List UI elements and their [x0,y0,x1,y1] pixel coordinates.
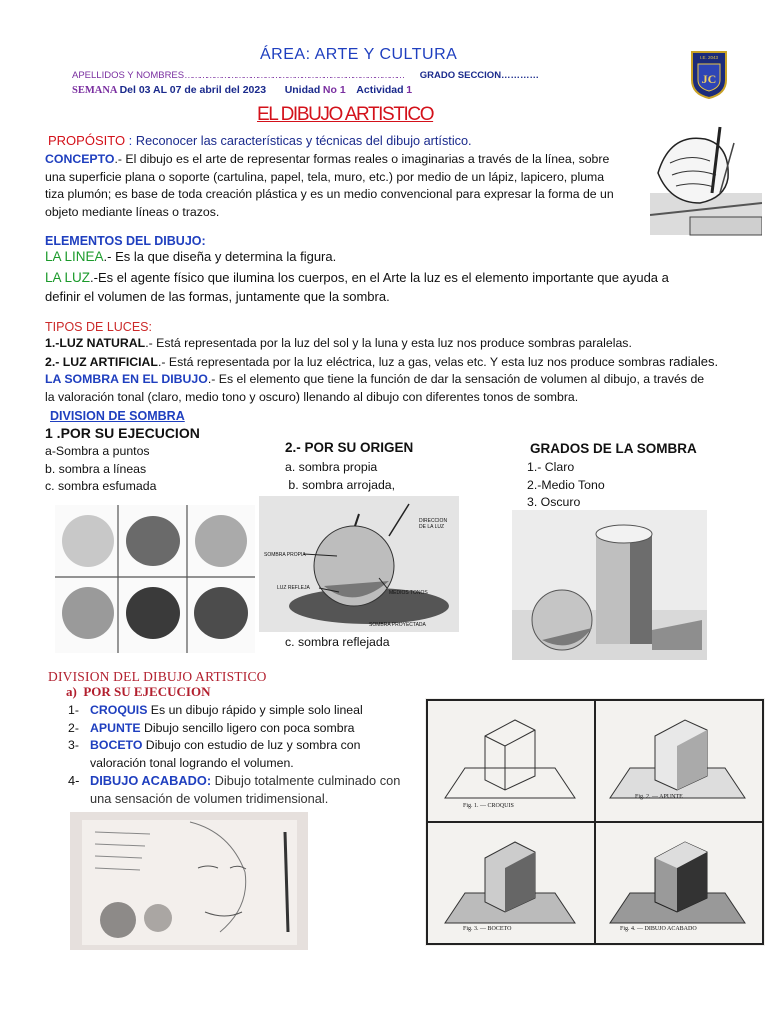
shading-techniques-image [55,505,255,653]
luz-line-2: definir el volumen de las formas, juntamente que la sombra. [45,289,390,304]
dibujo-item-num-3: 3- [68,738,79,753]
elementos-heading: ELEMENTOS DEL DIBUJO: [45,234,206,248]
croquis-text: Es un dibujo rápido y simple solo lineal [147,703,363,717]
img-label-medios-tonos: MEDIOS TONOS [389,590,428,596]
col1-list [45,443,156,496]
fig-label-3: Fig. 3. — BOCETO [463,926,512,932]
concepto-text-1: .- El dibujo es el arte de representar formas reales o imaginarias a través de la línea, sobre [114,152,610,166]
dibujo-item-croquis [68,702,400,720]
col1-title: 1 .POR SU EJECUCION [45,425,200,441]
dibujo-item-num-4: 4- [68,773,80,789]
actividad-label: Actividad [356,84,404,96]
area-title: ÁREA: ARTE Y CULTURA [260,46,458,63]
concepto-line-3: tiza plumón; es base de toda creación plástica y es un medio convencional para expresar la forma de un [45,187,614,202]
dibujo-item-num-1: 1- [68,703,79,717]
col1-item-0: a-Sombra a puntos [45,444,150,458]
division-dibujo-list [68,702,400,808]
portrait-sketch-image [70,812,308,950]
svg-text:JC: JC [701,72,717,86]
hand-drawing-image [650,123,762,245]
actividad-value: 1 [406,84,413,96]
luz-natural-label: 1.-LUZ NATURAL [45,336,146,350]
acabado-line-2: una sensación de volumen tridimensional. [90,790,329,806]
luz-natural-text: .- Está representada por la luz del sol y la luna y esta luz nos produce sombras paralelas. [145,336,632,350]
luz-artificial-row [45,353,718,372]
col1-item-1: b. sombra a líneas [45,461,147,476]
croquis-label: CROQUIS [90,703,148,717]
dibujo-item-apunte [68,720,400,738]
apellidos-dots: ……………………………………………………………………………… [184,70,404,81]
proposito-label: PROPÓSITO [48,133,126,148]
fig-label-1: Fig. 1. — CROQUIS [463,803,514,809]
col3-list [527,459,605,512]
grado-label: GRADO SECCION………… [419,70,540,81]
col2-item-0: a. sombra propia [285,460,378,474]
page-title: EL DIBUJO ARTISTICO [257,104,434,125]
luz-artificial-end: radiales. [665,353,719,369]
luz-line-1 [45,268,669,287]
col3-item-2: 3. Oscuro [527,495,581,510]
linea-row [45,249,336,264]
unidad-label: Unidad [284,84,321,96]
concepto-block [45,151,645,221]
sombra-row-1 [45,371,718,389]
img-label-sombra-propia: SOMBRA PROPIA [264,552,306,558]
img-label-direccion-luz: DIRECCION DE LA LUZ [419,518,448,530]
division-dibujo-sub: a) POR SU EJECUCION [66,684,211,699]
col2-extra: c. sombra reflejada [285,635,390,649]
luz-artificial-text: .- Está representada por la luz eléctrica, luz a gas, velas etc. Y esta luz nos produce sombras [157,354,666,369]
boceto-text: Dibujo con estudio de luz y sombra con [142,738,361,753]
boceto-label: BOCETO [90,738,143,753]
img-label-sombra-proyectada: SOMBRA PROYECTADA [369,622,426,628]
col1-item-2: c. sombra esfumada [45,479,157,494]
apellidos-label: APELLIDOS Y NOMBRES [72,70,185,81]
luz-natural-row [45,335,718,353]
col3-item-0: 1.- Claro [527,460,575,474]
apunte-label: APUNTE [90,720,141,735]
proposito-row [48,133,472,148]
school-logo [690,50,728,100]
tipos-block [45,335,718,406]
grados-sombra-image [512,510,707,660]
sombra-text-1: .- Es el elemento que tiene la función de dar la sensación de volumen al dibujo, a través de [207,372,705,387]
division-dibujo-heading: DIVISION DEL DIBUJO ARTISTICO [48,669,267,684]
luz-artificial-label: 2.- LUZ ARTIFICIAL [45,354,158,369]
concepto-line-2: una superficie plana o soporte (cartulina, papel, tela, muro, etc.) por medio de un lápiz, lapicero, pluma [45,169,605,184]
proposito-text: Reconocer las características y técnicas del dibujo artístico. [135,134,472,148]
acabado-text: Dibujo totalmente culminado con [211,773,401,789]
luz-label: LA LUZ [45,270,91,285]
concepto-label: CONCEPTO [45,152,115,166]
linea-label: LA LINEA [45,249,104,264]
apple-shadow-image [259,496,459,632]
apunte-text: Dibujo sencillo ligero con poca sombra [140,720,355,735]
dibujo-item-boceto [68,737,400,755]
cube-stages-image [425,698,765,946]
img-label-luz-refleja: LUZ REFLEJA [277,585,310,591]
dibujo-item-acabado [68,772,400,790]
boceto-line-2: valoración tonal logrando el volumen. [90,755,294,770]
semana-row [72,84,412,96]
luz-row [45,268,669,306]
acabado-label: DIBUJO ACABADO: [90,773,212,789]
unidad-value: No 1 [322,84,346,96]
col2-list [285,459,395,494]
semana-value: Del 03 AL 07 de abril del 2023 [119,84,267,96]
concepto-line-4: objeto mediante líneas o trazos. [45,204,220,219]
proposito-sep: : [125,133,136,148]
sombra-label: LA SOMBRA EN EL DIBUJO [45,372,208,387]
logo-text: I.E. 2043 [700,55,719,60]
linea-text: .- Es la que diseña y determina la figura. [103,249,337,264]
division-sombra-heading: DIVISION DE SOMBRA [50,409,185,423]
fig-label-2: Fig. 2. — APUNTE [635,794,683,800]
dibujo-item-num-2: 2- [68,720,79,735]
concepto-line-1 [45,151,645,169]
col3-title: GRADOS DE LA SOMBRA [530,441,697,456]
sombra-row-2: la valoración tonal (claro, medio tono y oscuro) llenando al dibujo con diferentes tonos de sombra. [45,389,579,404]
semana-label: SEMANA [72,85,117,96]
fig-label-4: Fig. 4. — DIBUJO ACABADO [620,926,697,932]
col2-title: 2.- POR SU ORIGEN [285,440,414,455]
tipos-heading: TIPOS DE LUCES: [45,320,152,334]
luz-text-1: .-Es el agente físico que ilumina los cuerpos, en el Arte la luz es el elemento importante que ayuda a [90,270,669,285]
col3-item-1: 2.-Medio Tono [527,477,605,492]
col2-item-1: b. sombra arrojada, [285,477,396,492]
apellidos-row [72,70,539,81]
